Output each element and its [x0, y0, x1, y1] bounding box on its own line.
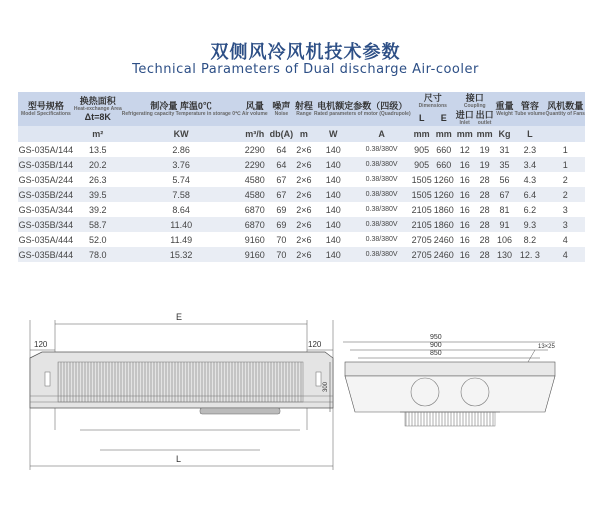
- dim-e-label: E: [176, 312, 183, 322]
- table-cell: 56: [495, 172, 515, 187]
- table-cell: 6870: [241, 202, 269, 217]
- units-row: [18, 126, 585, 142]
- table-cell: 6.4: [514, 187, 545, 202]
- header-dim-e: E: [433, 110, 455, 126]
- header-fans: 风机数量 Quantity of Fans: [545, 92, 585, 126]
- header-weight: 重量 Weight: [495, 92, 515, 126]
- table-row: [18, 157, 585, 172]
- unit-cell: A: [353, 126, 411, 142]
- header-model: 型号规格 Model Specifications: [18, 92, 74, 126]
- table-cell: GS-035A/444: [18, 232, 74, 247]
- dim-left-120: 120: [34, 340, 48, 349]
- table-cell: 16: [455, 217, 475, 232]
- header-range: 射程 Range: [294, 92, 314, 126]
- table-cell: 2×6: [294, 187, 314, 202]
- table-cell: 2×6: [294, 142, 314, 157]
- table-cell: 35: [495, 157, 515, 172]
- table-cell: GS-035A/244: [18, 172, 74, 187]
- table-cell: 1260: [433, 187, 455, 202]
- table-cell: 20.2: [74, 157, 122, 172]
- table-cell: 19: [475, 157, 495, 172]
- table-cell: 28: [475, 187, 495, 202]
- table-cell: 8.2: [514, 232, 545, 247]
- fan-grille: [405, 412, 495, 426]
- unit-cell: [18, 126, 74, 142]
- header-coupling: 接口 Coupling: [455, 92, 495, 110]
- table-cell: 81: [495, 202, 515, 217]
- table-cell: 2×6: [294, 247, 314, 262]
- table-cell: 2×6: [294, 157, 314, 172]
- table-cell: 0.38/380V: [353, 142, 411, 157]
- table-cell: 13.5: [74, 142, 122, 157]
- table-cell: 0.38/380V: [353, 157, 411, 172]
- table-cell: 2290: [241, 142, 269, 157]
- table-cell: 19: [475, 142, 495, 157]
- unit-cell: m: [294, 126, 314, 142]
- table-cell: 91: [495, 217, 515, 232]
- table-cell: 52.0: [74, 232, 122, 247]
- dimension-drawings: [0, 300, 611, 521]
- table-cell: 2×6: [294, 217, 314, 232]
- unit-cell: mm: [433, 126, 455, 142]
- table-cell: 64: [269, 157, 294, 172]
- table-cell: 67: [495, 187, 515, 202]
- table-cell: 70: [269, 247, 294, 262]
- table-cell: 28: [475, 172, 495, 187]
- table-cell: 4: [545, 247, 585, 262]
- table-cell: 3: [545, 217, 585, 232]
- table-cell: GS-035A/344: [18, 202, 74, 217]
- table-cell: 28: [475, 217, 495, 232]
- end-view-drawing: [323, 334, 556, 426]
- table-cell: 15.32: [122, 247, 241, 262]
- table-cell: 140: [314, 172, 353, 187]
- table-cell: 2705: [411, 232, 433, 247]
- table-cell: 8.64: [122, 202, 241, 217]
- header-dimensions: 尺寸 Dimensions: [411, 92, 455, 110]
- table-cell: 0.38/380V: [353, 232, 411, 247]
- table-row: [18, 232, 585, 247]
- unit-cell: m²: [74, 126, 122, 142]
- page-title: 双侧风冷风机技术参数: [210, 42, 401, 63]
- table-cell: 39.2: [74, 202, 122, 217]
- table-cell: 130: [495, 247, 515, 262]
- table-cell: 1: [545, 142, 585, 157]
- table-cell: 9160: [241, 247, 269, 262]
- table-cell: 16: [455, 232, 475, 247]
- table-cell: 1505: [411, 187, 433, 202]
- header-tube: 管容 Tube volume: [514, 92, 545, 126]
- table-cell: 2705: [411, 247, 433, 262]
- table-cell: 16: [455, 172, 475, 187]
- table-row: [18, 247, 585, 262]
- table-cell: 26.3: [74, 172, 122, 187]
- unit-cell: mm: [475, 126, 495, 142]
- table-cell: 67: [269, 187, 294, 202]
- unit-cell: W: [314, 126, 353, 142]
- table-cell: 4580: [241, 172, 269, 187]
- header-noise: 噪声 Noise: [269, 92, 294, 126]
- table-cell: 905: [411, 157, 433, 172]
- table-cell: 140: [314, 202, 353, 217]
- table-cell: 4580: [241, 187, 269, 202]
- table-cell: GS-035B/144: [18, 157, 74, 172]
- table-cell: 140: [314, 232, 353, 247]
- table-cell: 140: [314, 187, 353, 202]
- table-cell: 4: [545, 232, 585, 247]
- table-cell: 6870: [241, 217, 269, 232]
- table-cell: 1505: [411, 172, 433, 187]
- table-cell: GS-035B/244: [18, 187, 74, 202]
- table-cell: 12: [455, 142, 475, 157]
- table-cell: 28: [475, 232, 495, 247]
- table-cell: 2×6: [294, 202, 314, 217]
- table-cell: 660: [433, 157, 455, 172]
- top-plate: [345, 362, 555, 376]
- table-cell: 5.74: [122, 172, 241, 187]
- table-cell: 11.40: [122, 217, 241, 232]
- table-cell: 58.7: [74, 217, 122, 232]
- table-cell: 0.38/380V: [353, 202, 411, 217]
- table-cell: 6.2: [514, 202, 545, 217]
- table-cell: 1860: [433, 217, 455, 232]
- table-cell: 28: [475, 247, 495, 262]
- table-cell: 905: [411, 142, 433, 157]
- table-cell: 16: [455, 247, 475, 262]
- table-body: [18, 142, 585, 262]
- side-view-drawing: [30, 312, 333, 470]
- header-area: 换热面积 Heat-exchange Area Δt=8K: [74, 92, 122, 126]
- table-cell: 78.0: [74, 247, 122, 262]
- table-cell: 12. 3: [514, 247, 545, 262]
- page-subtitle: Technical Parameters of Dual discharge Air-cooler: [132, 62, 479, 77]
- table-cell: 660: [433, 142, 455, 157]
- unit-cell: [545, 126, 585, 142]
- table-cell: 0.38/380V: [353, 247, 411, 262]
- table-cell: 1260: [433, 172, 455, 187]
- table-cell: 16: [455, 187, 475, 202]
- table-cell: 140: [314, 142, 353, 157]
- header-inlet: 进口 Inlet: [455, 110, 474, 126]
- slot-size: 13×25: [538, 344, 555, 350]
- table-row: [18, 202, 585, 217]
- dim-850: 850: [430, 350, 442, 357]
- table-cell: 9.3: [514, 217, 545, 232]
- unit-cell: L: [514, 126, 545, 142]
- table-cell: 11.49: [122, 232, 241, 247]
- header-airflow: 风量 Air volume: [241, 92, 269, 126]
- table-cell: 2×6: [294, 172, 314, 187]
- parameters-table: [18, 92, 585, 262]
- table-cell: 140: [314, 217, 353, 232]
- dim-l-label: L: [176, 454, 182, 464]
- table-cell: 70: [269, 232, 294, 247]
- table-cell: 9160: [241, 232, 269, 247]
- table-cell: 1: [545, 157, 585, 172]
- table-cell: 2105: [411, 202, 433, 217]
- table-cell: 3.76: [122, 157, 241, 172]
- table-cell: 4.3: [514, 172, 545, 187]
- table-cell: 0.38/380V: [353, 217, 411, 232]
- table-cell: 2460: [433, 232, 455, 247]
- table-cell: 16: [455, 202, 475, 217]
- unit-cell: db(A): [269, 126, 294, 142]
- table-row: [18, 172, 585, 187]
- drain-pan: [200, 408, 280, 414]
- table-cell: 69: [269, 202, 294, 217]
- header-outlet: 出口 outlet: [475, 110, 494, 126]
- unit-cell: mm: [411, 126, 433, 142]
- table-cell: 39.5: [74, 187, 122, 202]
- unit-cell: mm: [455, 126, 475, 142]
- table-cell: 140: [314, 247, 353, 262]
- table-row: [18, 142, 585, 157]
- header-capacity: 制冷量 库温0℃ Refrigerating capacity Temperature in storage 0℃: [122, 92, 241, 126]
- table-cell: 3.4: [514, 157, 545, 172]
- table-cell: 64: [269, 142, 294, 157]
- table-cell: 2: [545, 187, 585, 202]
- table-cell: 16: [455, 157, 475, 172]
- table-cell: 67: [269, 172, 294, 187]
- unit-cell: Kg: [495, 126, 515, 142]
- dim-950: 950: [430, 334, 442, 341]
- table-cell: 31: [495, 142, 515, 157]
- unit-cell: m³/h: [241, 126, 269, 142]
- table-cell: GS-035B/444: [18, 247, 74, 262]
- table-cell: 2105: [411, 217, 433, 232]
- table-cell: 106: [495, 232, 515, 247]
- table-cell: 2290: [241, 157, 269, 172]
- table-cell: 1860: [433, 202, 455, 217]
- dim-right-120: 120: [308, 340, 322, 349]
- dim-300: 300: [323, 381, 329, 392]
- header-dim-l: L: [411, 110, 433, 126]
- table-cell: 69: [269, 217, 294, 232]
- table-cell: 2.3: [514, 142, 545, 157]
- table-cell: 0.38/380V: [353, 187, 411, 202]
- table-cell: 2×6: [294, 232, 314, 247]
- header-motor: 电机额定参数（四级） Rated parameters of motor (Quadrupole): [314, 92, 411, 126]
- table-cell: 3: [545, 202, 585, 217]
- table-cell: GS-035A/144: [18, 142, 74, 157]
- table-cell: GS-035B/344: [18, 217, 74, 232]
- table-cell: 140: [314, 157, 353, 172]
- table-cell: 2460: [433, 247, 455, 262]
- table-cell: 7.58: [122, 187, 241, 202]
- table-row: [18, 217, 585, 232]
- housing: [345, 376, 555, 412]
- table-cell: 2.86: [122, 142, 241, 157]
- table-cell: 28: [475, 202, 495, 217]
- unit-cell: KW: [122, 126, 241, 142]
- table-cell: 0.38/380V: [353, 172, 411, 187]
- dim-900: 900: [430, 342, 442, 349]
- table-row: [18, 187, 585, 202]
- table-cell: 2: [545, 172, 585, 187]
